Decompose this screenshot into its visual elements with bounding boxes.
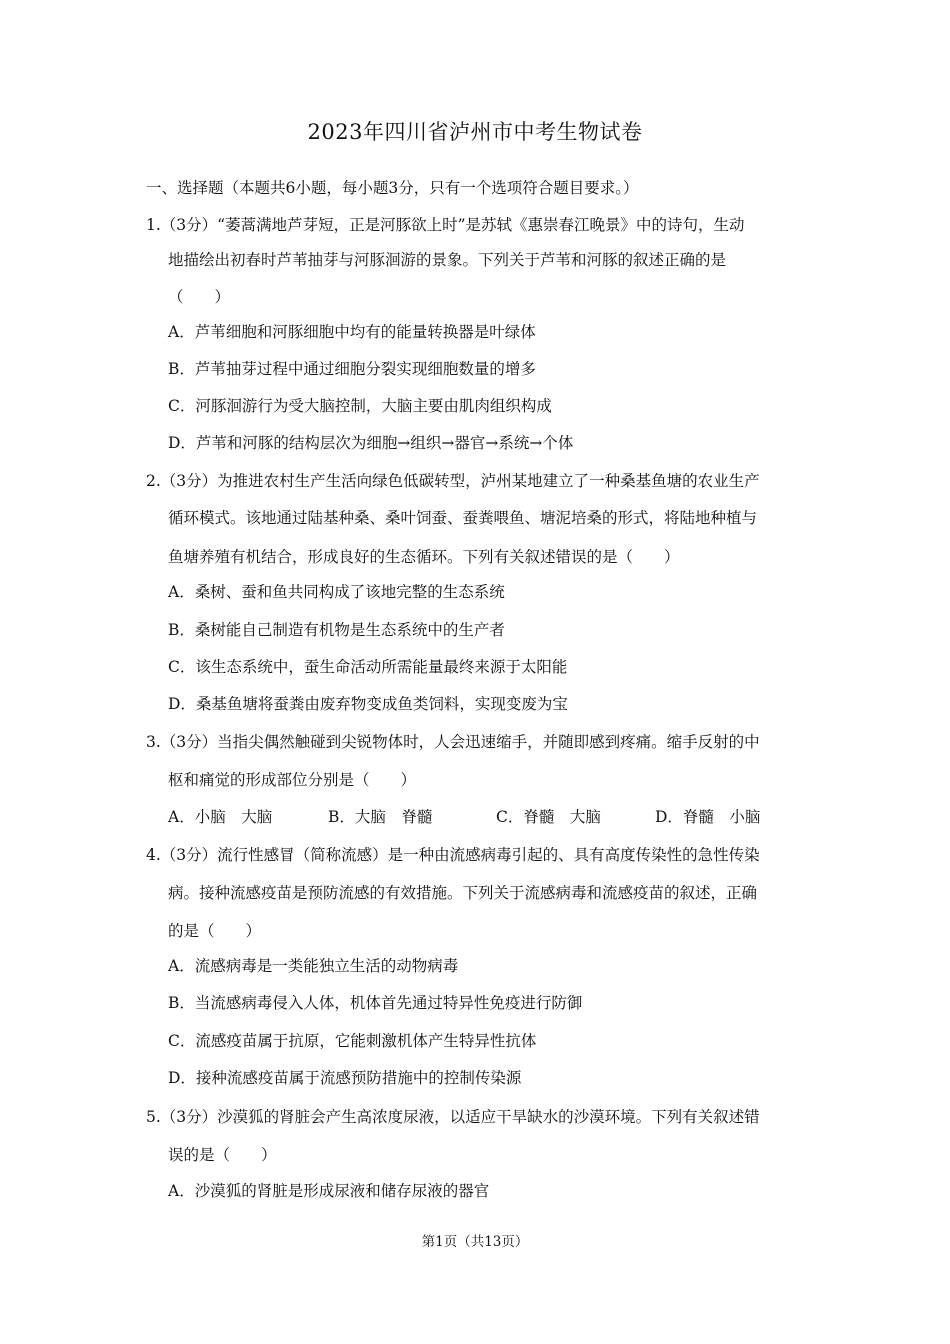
q1-stem-line-2: 地描绘出初春时芦苇抽芽与河豚洄游的景象。下列关于芦苇和河豚的叙述正确的是 xyxy=(168,251,727,269)
q2-option-b: B．桑树能自己制造有机物是生态系统中的生产者 xyxy=(168,621,505,639)
q1-option-a: A．芦苇细胞和河豚细胞中均有的能量转换器是叶绿体 xyxy=(168,323,536,341)
q1-option-c: C．河豚洄游行为受大脑控制，大脑主要由肌肉组织构成 xyxy=(168,397,552,415)
q3-stem-line-2: 枢和痛觉的形成部位分别是（ ） xyxy=(168,771,417,789)
q4-option-a: A．流感病毒是一类能独立生活的动物病毒 xyxy=(168,957,459,975)
page-title: 2023年四川省泸州市中考生物试卷 xyxy=(307,120,643,144)
q1-stem-line-3: （ ） xyxy=(168,288,231,306)
q2-option-c: C．该生态系统中，蚕生命活动所需能量最终来源于太阳能 xyxy=(168,658,568,676)
q3-option-a: A．小脑 大脑 xyxy=(168,808,273,826)
q5-option-a: A．沙漠狐的肾脏是形成尿液和储存尿液的器官 xyxy=(168,1182,490,1200)
q2-stem-line-1: 2.（3分）为推进农村生产生活向绿色低碳转型，泸州某地建立了一种桑基鱼塘的农业生产 xyxy=(146,472,760,490)
q4-stem-line-2: 病。接种流感疫苗是预防流感的有效措施。下列关于流感病毒和流感疫苗的叙述，正确 xyxy=(168,884,758,902)
q2-option-a: A．桑树、蚕和鱼共同构成了该地完整的生态系统 xyxy=(168,583,505,601)
section-heading: 一、选择题（本题共6小题，每小题3分，只有一个选项符合题目要求。） xyxy=(146,179,639,197)
q1-stem-line-1: 1.（3分）“萎蒿满地芦芽短，正是河豚欲上时”是苏轼《惠崇春江晚景》中的诗句，生动 xyxy=(146,216,745,234)
q4-option-d: D．接种流感疫苗属于流感预防措施中的控制传染源 xyxy=(168,1069,522,1087)
q4-option-c: C．流感疫苗属于抗原，它能刺激机体产生特异性抗体 xyxy=(168,1032,537,1050)
q2-option-d: D．桑基鱼塘将蚕粪由废弃物变成鱼类饲料，实现变废为宝 xyxy=(168,695,568,713)
q1-option-d: D．芦苇和河豚的结构层次为细胞→组织→器官→系统→个体 xyxy=(168,434,574,452)
q4-stem-line-1: 4.（3分）流行性感冒（简称流感）是一种由流感病毒引起的、具有高度传染性的急性传染 xyxy=(146,846,760,864)
q1-option-b: B．芦苇抽芽过程中通过细胞分裂实现细胞数量的增多 xyxy=(168,360,536,378)
q3-stem-line-1: 3.（3分）当指尖偶然触碰到尖锐物体时，人会迅速缩手，并随即感到疼痛。缩手反射的中 xyxy=(146,733,760,751)
q5-stem-line-2: 误的是（ ） xyxy=(168,1146,277,1164)
q4-stem-line-3: 的是（ ） xyxy=(168,922,262,940)
q5-stem-line-1: 5.（3分）沙漠狐的肾脏会产生高浓度尿液，以适应干旱缺水的沙漠环境。下列有关叙述错 xyxy=(146,1108,760,1126)
q3-option-d: D．脊髓 小脑 xyxy=(655,808,761,826)
q2-stem-line-2: 循环模式。该地通过陆基种桑、桑叶饲蚕、蚕粪喂鱼、塘泥培桑的形式，将陆地种植与 xyxy=(168,509,758,527)
page-footer: 第1页（共13页） xyxy=(421,1234,529,1250)
q3-option-c: C．脊髓 大脑 xyxy=(496,808,601,826)
q3-option-b: B．大脑 脊髓 xyxy=(328,808,433,826)
q4-option-b: B．当流感病毒侵入人体，机体首先通过特异性免疫进行防御 xyxy=(168,994,583,1012)
q2-stem-line-3: 鱼塘养殖有机结合，形成良好的生态循环。下列有关叙述错误的是（ ） xyxy=(168,548,680,566)
